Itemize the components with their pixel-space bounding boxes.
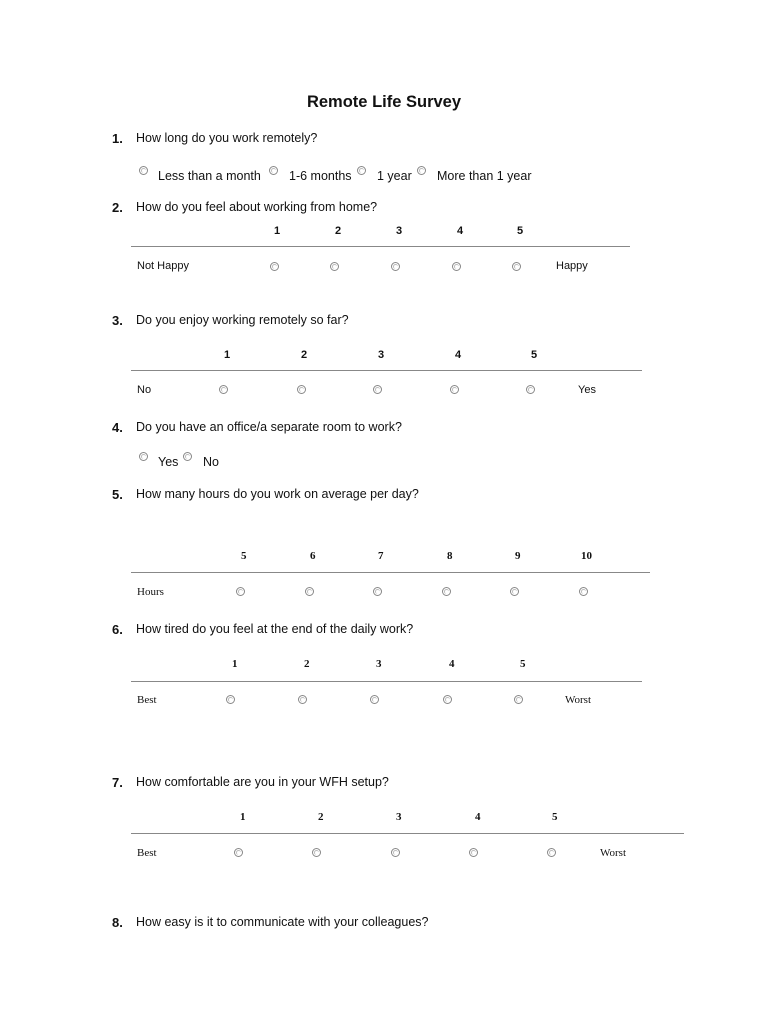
q7-radio-3[interactable] (391, 848, 400, 857)
question-6-text: How tired do you feel at the end of the daily work? (136, 622, 414, 636)
q2-scale-4: 4 (457, 225, 464, 237)
q4-option-yes-radio[interactable] (139, 452, 148, 461)
q6-high-label: Worst (565, 694, 592, 706)
q1-option-2-radio[interactable] (269, 166, 278, 175)
q4-option-no-radio[interactable] (183, 452, 192, 461)
question-8-text: How easy is it to communicate with your colleagues? (136, 915, 429, 929)
question-3-number: 3. (112, 313, 123, 328)
q1-option-4-label: More than 1 year (437, 169, 532, 183)
q7-scale-4: 4 (475, 811, 481, 823)
q5-radio-6[interactable] (305, 587, 314, 596)
q2-high-label: Happy (556, 260, 588, 272)
q5-scale-9: 9 (515, 550, 521, 562)
q7-scale-3: 3 (396, 811, 402, 823)
q5-radio-8[interactable] (442, 587, 451, 596)
q6-scale-5: 5 (520, 658, 526, 670)
q7-high-label: Worst (600, 847, 627, 859)
q6-scale-4: 4 (449, 658, 455, 670)
q3-high-label: Yes (578, 384, 596, 396)
q3-radio-3[interactable] (373, 385, 382, 394)
q1-option-1-radio[interactable] (139, 166, 148, 175)
question-2-number: 2. (112, 200, 123, 215)
q5-radio-7[interactable] (373, 587, 382, 596)
question-7-text: How comfortable are you in your WFH setup? (136, 775, 389, 789)
q3-radio-1[interactable] (219, 385, 228, 394)
q5-low-label: Hours (137, 586, 164, 598)
q7-divider (131, 833, 684, 834)
q2-scale-3: 3 (396, 225, 403, 237)
q5-radio-10[interactable] (579, 587, 588, 596)
q2-scale-1: 1 (274, 225, 281, 237)
q7-radio-2[interactable] (312, 848, 321, 857)
q2-divider (131, 246, 630, 247)
q3-radio-4[interactable] (450, 385, 459, 394)
q2-radio-5[interactable] (512, 262, 521, 271)
q6-scale-1: 1 (232, 658, 238, 670)
q4-option-yes-label: Yes (158, 455, 179, 469)
q5-radio-5[interactable] (236, 587, 245, 596)
q7-radio-5[interactable] (547, 848, 556, 857)
question-5-number: 5. (112, 487, 123, 502)
q3-scale-1: 1 (224, 349, 231, 361)
q6-radio-3[interactable] (370, 695, 379, 704)
question-1-number: 1. (112, 131, 123, 146)
q6-radio-4[interactable] (443, 695, 452, 704)
question-4-number: 4. (112, 420, 123, 435)
q5-scale-8: 8 (447, 550, 453, 562)
q6-radio-2[interactable] (298, 695, 307, 704)
question-3-text: Do you enjoy working remotely so far? (136, 313, 349, 327)
question-2-text: How do you feel about working from home? (136, 200, 378, 214)
q2-radio-3[interactable] (391, 262, 400, 271)
q2-radio-4[interactable] (452, 262, 461, 271)
q6-low-label: Best (137, 694, 157, 706)
q2-scale-2: 2 (335, 225, 342, 237)
q5-scale-10: 10 (581, 550, 592, 562)
q1-option-2-label: 1-6 months (289, 169, 352, 183)
q3-radio-2[interactable] (297, 385, 306, 394)
q7-scale-2: 2 (318, 811, 324, 823)
q1-option-1-label: Less than a month (158, 169, 261, 183)
question-5-text: How many hours do you work on average per day? (136, 487, 419, 501)
q3-scale-5: 5 (531, 349, 538, 361)
q3-scale-2: 2 (301, 349, 308, 361)
q7-scale-5: 5 (552, 811, 558, 823)
q6-divider (131, 681, 642, 682)
q7-low-label: Best (137, 847, 157, 859)
q5-scale-6: 6 (310, 550, 316, 562)
q3-scale-4: 4 (455, 349, 462, 361)
q7-scale-1: 1 (240, 811, 246, 823)
q1-option-3-label: 1 year (377, 169, 412, 183)
q6-scale-3: 3 (376, 658, 382, 670)
question-7-number: 7. (112, 775, 123, 790)
q7-radio-1[interactable] (234, 848, 243, 857)
q2-radio-1[interactable] (270, 262, 279, 271)
q1-option-4-radio[interactable] (417, 166, 426, 175)
page-title: Remote Life Survey (306, 93, 462, 111)
question-1-text: How long do you work remotely? (136, 131, 318, 145)
q5-scale-7: 7 (378, 550, 384, 562)
q2-scale-5: 5 (517, 225, 524, 237)
q6-radio-5[interactable] (514, 695, 523, 704)
q2-radio-2[interactable] (330, 262, 339, 271)
question-6-number: 6. (112, 622, 123, 637)
q4-option-no-label: No (203, 455, 219, 469)
question-4-text: Do you have an office/a separate room to work? (136, 420, 402, 434)
q3-low-label: No (137, 384, 152, 396)
q3-divider (131, 370, 642, 371)
q5-divider (131, 572, 650, 573)
q5-scale-5: 5 (241, 550, 247, 562)
q5-radio-9[interactable] (510, 587, 519, 596)
q6-scale-2: 2 (304, 658, 310, 670)
q3-radio-5[interactable] (526, 385, 535, 394)
q7-radio-4[interactable] (469, 848, 478, 857)
q3-scale-3: 3 (378, 349, 385, 361)
q6-radio-1[interactable] (226, 695, 235, 704)
q1-option-3-radio[interactable] (357, 166, 366, 175)
question-8-number: 8. (112, 915, 123, 930)
q2-low-label: Not Happy (137, 260, 189, 272)
